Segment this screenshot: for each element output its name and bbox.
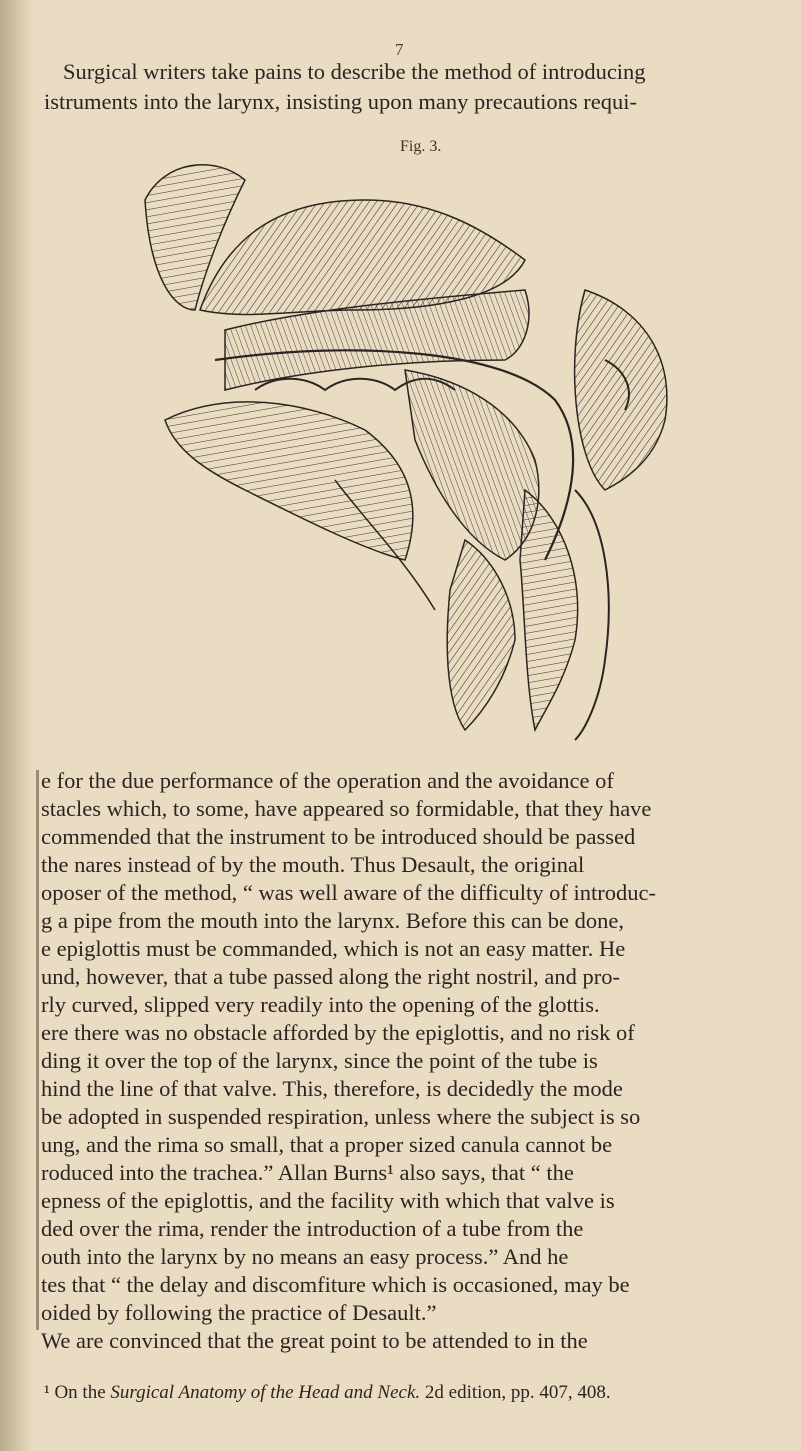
body-line: be adopted in suspended respiration, unless where the subject is so [41, 1104, 641, 1129]
body-line: outh into the larynx by no means an easy process.” And he [41, 1244, 569, 1269]
footnote-book-title: Surgical Anatomy of the Head and Neck. [110, 1382, 421, 1403]
body-line: We are convinced that the great point to be attended to in the [41, 1328, 588, 1353]
page-edge-shadow [0, 0, 34, 1451]
body-line: stacles which, to some, have appeared so formidable, that they have [41, 796, 652, 821]
body-line: the nares instead of by the mouth. Thus Desault, the original [41, 852, 585, 877]
body-line: rly curved, slipped very readily into the opening of the glottis. [41, 992, 600, 1017]
footnote-marker: ¹ [44, 1382, 50, 1403]
body-line: hind the line of that valve. This, therefore, is decidedly the mode [41, 1076, 623, 1101]
body-line: g a pipe from the mouth into the larynx. Before this can be done, [41, 908, 624, 933]
body-line: e epiglottis must be commanded, which is not an easy matter. He [41, 936, 626, 961]
figure-caption: Fig. 3. [400, 138, 442, 155]
body-line: ung, and the rima so small, that a proper sized canula cannot be [41, 1132, 613, 1157]
footnote-prefix: On the [54, 1382, 106, 1403]
body-line: epness of the epiglottis, and the facility with which that valve is [41, 1188, 615, 1213]
body-line: oided by following the practice of Desault.” [41, 1300, 437, 1325]
body-line: oposer of the method, “ was well aware of the difficulty of introduc- [41, 880, 657, 905]
body-line: ded over the rima, render the introduction of a tube from the [41, 1216, 584, 1241]
footnote-suffix: 2d edition, pp. 407, 408. [424, 1382, 611, 1403]
body-line: ere there was no obstacle afforded by the epiglottis, and no risk of [41, 1020, 635, 1045]
body-line: commended that the instrument to be introduced should be passed [41, 824, 636, 849]
gutter-rule [36, 770, 39, 1330]
page-number: 7 [395, 40, 404, 59]
top-paragraph-line-2: istruments into the larynx, insisting upon many precautions requi- [44, 89, 638, 114]
body-line: e for the due performance of the operation and the avoidance of [41, 768, 614, 793]
anatomical-figure-illustration [105, 160, 695, 750]
body-line: und, however, that a tube passed along the right nostril, and pro- [41, 964, 620, 989]
body-line: ding it over the top of the larynx, since the point of the tube is [41, 1048, 598, 1073]
top-paragraph-line-1: Surgical writers take pains to describe the method of introducing [63, 59, 646, 84]
body-line: tes that “ the delay and discomfiture which is occasioned, may be [41, 1272, 630, 1297]
footnote [44, 1382, 611, 1404]
body-line: roduced into the trachea.” Allan Burns¹ also says, that “ the [41, 1160, 574, 1185]
